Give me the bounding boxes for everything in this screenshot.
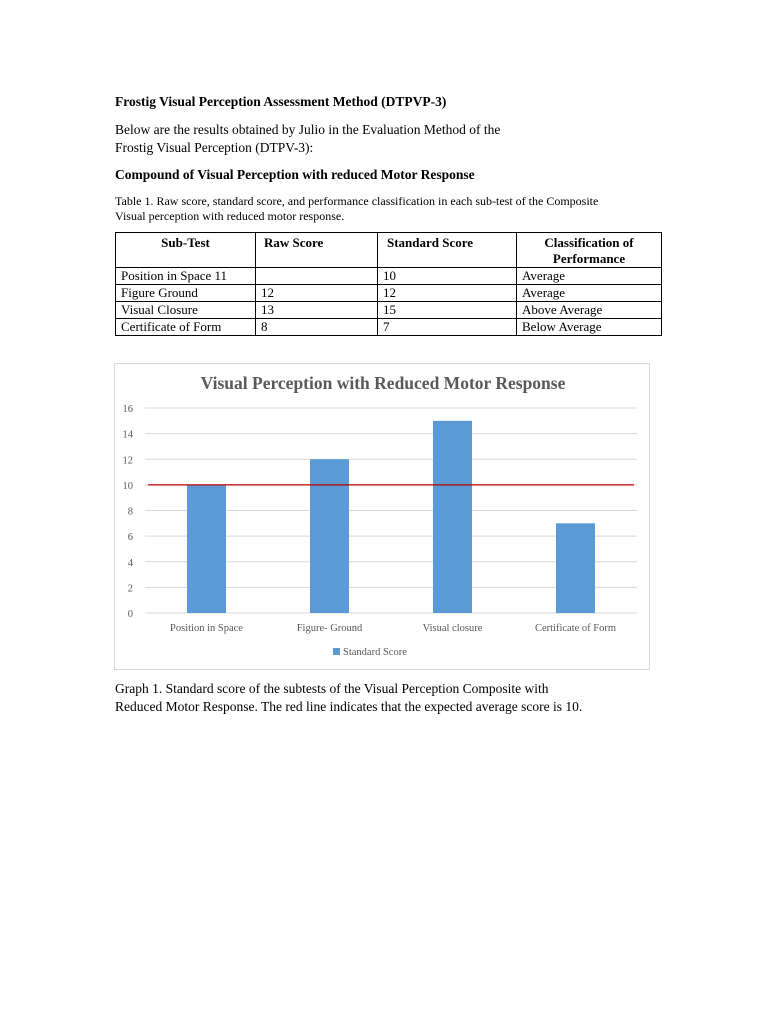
chart-bars bbox=[187, 421, 595, 613]
header-classification-line-1: Classification of bbox=[544, 235, 634, 250]
x-tick-label: Figure- Ground bbox=[296, 623, 363, 634]
bar-chart bbox=[114, 363, 650, 670]
header-raw-score: Raw Score bbox=[256, 233, 378, 268]
graph-caption bbox=[115, 680, 582, 716]
y-tick-label: 0 bbox=[127, 609, 133, 620]
cell-classification: Below Average bbox=[517, 319, 662, 336]
x-tick-label: Certificate of Form bbox=[534, 623, 617, 634]
legend-swatch bbox=[333, 648, 340, 655]
cell-classification: Average bbox=[517, 268, 662, 285]
y-tick-label: 4 bbox=[127, 557, 133, 569]
cell-subtest: Figure Ground bbox=[116, 285, 256, 302]
cell-raw: 13 bbox=[256, 302, 378, 319]
y-tick-label: 14 bbox=[122, 429, 133, 441]
table-row bbox=[116, 268, 662, 285]
bar-3 bbox=[433, 421, 472, 613]
cell-subtest: Visual Closure bbox=[116, 302, 256, 319]
graph-caption-line-1: Graph 1. Standard score of the subtests of the Visual Perception Composite with bbox=[115, 681, 549, 696]
table-caption bbox=[115, 194, 598, 224]
y-axis-ticks bbox=[123, 404, 134, 620]
table-row bbox=[116, 319, 662, 336]
chart-title: Visual Perception with Reduced Motor Response bbox=[200, 373, 566, 393]
header-classification-line-2: Performance bbox=[552, 251, 626, 266]
graph-caption-line-2: Reduced Motor Response. The red line indicates that the expected average score is 10. bbox=[115, 699, 583, 714]
header-standard-score: Standard Score bbox=[378, 233, 517, 268]
bar-4 bbox=[556, 523, 595, 613]
cell-raw: 12 bbox=[256, 285, 378, 302]
y-tick-label: 6 bbox=[127, 532, 133, 544]
cell-standard: 12 bbox=[378, 285, 517, 302]
table-row bbox=[116, 285, 662, 302]
cell-standard: 15 bbox=[378, 302, 517, 319]
cell-subtest: Position in Space 11 bbox=[116, 268, 256, 285]
intro-line-1: Below are the results obtained by Julio in the Evaluation Method of the bbox=[115, 122, 501, 137]
header-classification bbox=[517, 233, 662, 268]
table-caption-line-1: Table 1. Raw score, standard score, and performance classification in each sub-test of the Composite bbox=[115, 194, 599, 208]
results-table bbox=[115, 232, 662, 336]
x-tick-label: Visual closure bbox=[422, 623, 483, 634]
document-title: Frostig Visual Perception Assessment Method (DTPVP-3) bbox=[115, 94, 447, 109]
cell-classification: Above Average bbox=[517, 302, 662, 319]
chart-svg bbox=[115, 364, 651, 671]
cell-subtest: Certificate of Form bbox=[116, 319, 256, 336]
x-tick-label: Position in Space bbox=[170, 623, 243, 634]
y-tick-label: 12 bbox=[122, 455, 133, 467]
table-row bbox=[116, 302, 662, 319]
intro-text bbox=[115, 121, 500, 157]
bar-1 bbox=[187, 485, 226, 613]
intro-line-2: Frostig Visual Perception (DTPV-3): bbox=[115, 140, 314, 155]
y-tick-label: 8 bbox=[127, 506, 133, 518]
chart-legend bbox=[333, 647, 407, 658]
cell-raw bbox=[256, 268, 378, 285]
bar-2 bbox=[310, 459, 349, 613]
cell-classification: Average bbox=[517, 285, 662, 302]
cell-standard: 7 bbox=[378, 319, 517, 336]
y-tick-label: 10 bbox=[122, 480, 133, 492]
header-subtest: Sub-Test bbox=[116, 233, 256, 268]
section-heading: Compound of Visual Perception with reduced Motor Response bbox=[115, 167, 475, 182]
cell-standard: 10 bbox=[378, 268, 517, 285]
y-tick-label: 2 bbox=[127, 583, 133, 595]
x-axis-labels bbox=[170, 623, 616, 634]
y-tick-label: 16 bbox=[122, 404, 133, 415]
cell-raw: 8 bbox=[256, 319, 378, 336]
legend-label: Standard Score bbox=[343, 647, 407, 658]
table-caption-line-2: Visual perception with reduced motor response. bbox=[115, 209, 345, 223]
table-header-row bbox=[116, 233, 662, 268]
